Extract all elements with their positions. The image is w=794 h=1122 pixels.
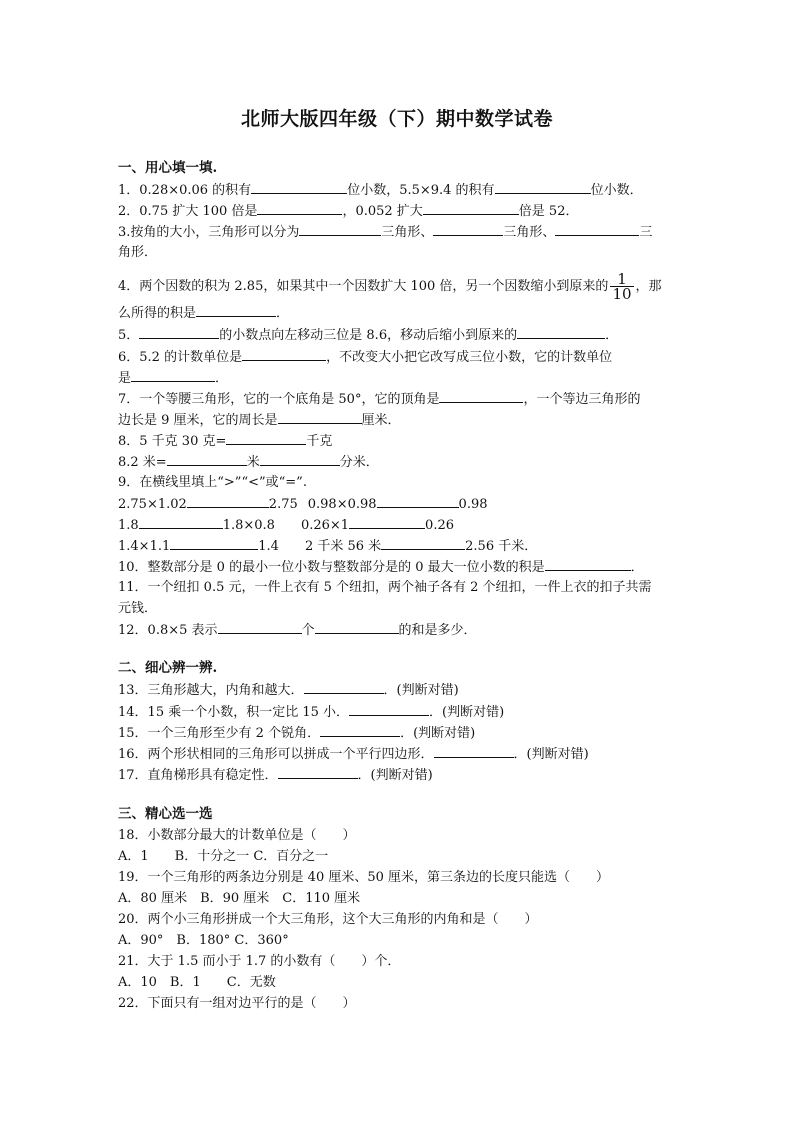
fraction-numerator: 1 [610, 272, 633, 287]
q1-text-b: 位小数，5.5×9.4 的积有 [347, 183, 495, 198]
answer-blank[interactable] [439, 391, 523, 403]
answer-blank[interactable] [304, 682, 384, 694]
q16-suffix: ．(判断对错) [513, 747, 589, 762]
q8-text-e: 分米． [339, 455, 379, 470]
q5-text-b: 的小数点向左移动三位是 8.6，移动后缩小到原来的 [219, 328, 518, 343]
answer-blank[interactable] [167, 454, 247, 466]
q3-text-c: 三角形、 [503, 225, 556, 240]
section-heading-judge: 二、细心辨一辨. [118, 660, 218, 676]
q15-suffix: ．(判断对错) [400, 726, 476, 741]
answer-blank[interactable] [423, 203, 519, 215]
question-15 [118, 725, 678, 742]
question-19: 19．一个三角形的两条边分别是 40 厘米、50 厘米，第三条边的长度只能选（ ） [118, 870, 610, 885]
answer-blank[interactable] [349, 517, 425, 529]
section-heading-fill: 一、用心填一填. [118, 160, 218, 176]
q15-text: 15．一个三角形至少有 2 个锐角． [118, 726, 321, 741]
q8-text-a: 8．5 千克 30 克= [118, 434, 227, 449]
q6-text-a: 6．5.2 的计数单位是 [118, 350, 243, 365]
question-18-options[interactable]: A．1 B．十分之一 C．百分之一 [118, 849, 329, 864]
q9-r1-b: 2.75 [268, 497, 298, 512]
q5-text-c: ． [605, 328, 619, 343]
q13-suffix: ．(判断对错) [383, 683, 459, 698]
question-21: 21．大于 1.5 而小于 1.7 的小数有（ ）个． [118, 954, 401, 969]
q7-text-b: ，一个等边三角形的 [523, 392, 641, 407]
question-9-row-2 [118, 517, 678, 534]
q4-text-a: 4．两个因数的积为 2.85，如果其中一个因数扩大 100 倍，另一个因数缩小到原来的 [118, 279, 609, 294]
question-5 [118, 327, 678, 344]
answer-blank[interactable] [545, 559, 631, 571]
question-3 [118, 224, 678, 241]
q3-text-a: 3.按角的大小，三角形可以分为 [118, 225, 300, 240]
q6-text-b: ，不改变大小把它改写成三位小数，它的计数单位 [326, 350, 613, 365]
q14-text: 14．15 乘一个小数，积一定比 15 小． [118, 705, 350, 720]
q12-text-a: 12．0.8×5 表示 [118, 623, 218, 638]
question-22: 22．下面只有一组对边平行的是（ ） [118, 996, 356, 1011]
q1-text-c: 位小数． [590, 183, 643, 198]
question-16 [118, 746, 678, 763]
answer-blank[interactable] [196, 305, 276, 317]
question-12 [118, 622, 678, 639]
q9-r2-a: 1.8 [118, 518, 139, 533]
question-18: 18．小数部分最大的计数单位是（ ） [118, 828, 356, 843]
answer-blank[interactable] [170, 538, 258, 550]
q17-text: 17．直角梯形具有稳定性． [118, 768, 278, 783]
q12-text-b: 个 [301, 623, 315, 638]
q8-text-b: 千克 [306, 434, 333, 449]
q7-text-a: 7．一个等腰三角形，它的一个底角是 50°，它的顶角是 [118, 392, 440, 407]
answer-blank[interactable] [349, 704, 429, 716]
q2-text-c: 倍是 52． [518, 204, 579, 219]
q6-text-d: ． [215, 371, 229, 386]
answer-blank[interactable] [226, 433, 306, 445]
question-7-cont [118, 412, 678, 429]
q10-text-b: ． [630, 560, 644, 575]
q9-r3-c: 2 千米 56 米 [304, 539, 382, 554]
question-3-cont: 角形． [118, 245, 158, 260]
answer-blank[interactable] [320, 725, 400, 737]
q9-r3-a: 1.4×1.1 [118, 539, 171, 554]
fraction-denominator: 10 [612, 285, 632, 303]
answer-blank[interactable] [242, 349, 326, 361]
q5-text-a: 5． [118, 328, 140, 343]
question-4-cont [118, 305, 678, 322]
answer-blank[interactable] [315, 622, 399, 634]
question-7 [118, 391, 678, 408]
question-4 [118, 272, 678, 302]
answer-blank[interactable] [251, 182, 347, 194]
question-8-cont [118, 454, 678, 471]
answer-blank[interactable] [139, 517, 223, 529]
section-heading-choice: 三、精心选一选 [118, 806, 213, 822]
q4-text-d: ． [276, 306, 290, 321]
question-9-row-3 [118, 538, 678, 555]
answer-blank[interactable] [434, 746, 514, 758]
fraction-one-tenth [610, 272, 633, 301]
q9-r2-d: 0.26 [425, 518, 454, 533]
q4-text-c: 么所得的积是 [118, 306, 197, 321]
answer-blank[interactable] [278, 412, 362, 424]
q9-r1-a: 2.75×1.02 [118, 497, 187, 512]
question-20-options[interactable]: A．90° B．180° C．360° [118, 933, 289, 948]
q9-r1-c: 0.98×0.98 [307, 497, 377, 512]
answer-blank[interactable] [299, 224, 381, 236]
q2-text-b: ，0.052 扩大 [342, 204, 423, 219]
answer-blank[interactable] [381, 538, 465, 550]
q7-text-c: 边长是 9 厘米，它的周长是 [118, 413, 278, 428]
q9-r3-b: 1.4 [258, 539, 279, 554]
question-20: 20．两个小三角形拼成一个大三角形，这个大三角形的内角和是（ ） [118, 912, 538, 927]
page-title: 北师大版四年级（下）期中数学试卷 [240, 108, 553, 130]
q17-suffix: ．(判断对错) [357, 768, 433, 783]
answer-blank[interactable] [260, 454, 340, 466]
answer-blank[interactable] [433, 224, 503, 236]
answer-blank[interactable] [495, 182, 591, 194]
question-2 [118, 203, 678, 220]
answer-blank[interactable] [218, 622, 302, 634]
q2-text-a: 2．0.75 扩大 100 倍是 [118, 204, 258, 219]
question-13 [118, 682, 678, 699]
answer-blank[interactable] [377, 496, 459, 508]
question-6-cont [118, 370, 678, 387]
question-8 [118, 433, 678, 450]
answer-blank[interactable] [278, 767, 358, 779]
q6-text-c: 是 [118, 371, 132, 386]
q3-text-d: 三 [639, 225, 653, 240]
q14-suffix: ．(判断对错) [429, 705, 505, 720]
q9-r3-d: 2.56 千米． [465, 539, 538, 554]
answer-blank[interactable] [517, 327, 605, 339]
q9-r1-d: 0.98 [458, 497, 488, 512]
answer-blank[interactable] [139, 327, 219, 339]
question-10 [118, 559, 678, 576]
q10-text-a: 10．整数部分是 0 的最小一位小数与整数部分是的 0 最大一位小数的积是 [118, 560, 545, 575]
q4-text-b: ，那 [635, 279, 662, 294]
q8-text-c: 8.2 米= [118, 455, 167, 470]
question-1 [118, 182, 678, 199]
q13-text: 13．三角形越大，内角和越大． [118, 683, 304, 698]
question-9-row-1 [118, 496, 678, 513]
answer-blank[interactable] [257, 203, 342, 215]
question-19-options[interactable]: A．80 厘米 B．90 厘米 C．110 厘米 [118, 891, 361, 906]
question-17 [118, 767, 678, 784]
q12-text-c: 的和是多少． [398, 623, 477, 638]
q9-r2-b: 1.8×0.8 [222, 518, 275, 533]
question-11: 11．一个纽扣 0.5 元，一件上衣有 5 个纽扣，两个袖子各有 2 个纽扣，一件上衣的扣子共需 [118, 580, 652, 595]
q9-r2-c: 0.26×1 [300, 518, 350, 533]
question-14 [118, 704, 678, 721]
question-6 [118, 349, 678, 366]
question-21-options[interactable]: A．10 B．1 C．无数 [118, 975, 276, 990]
question-9: 9．在横线里填上“>”“<”或“=”. [118, 475, 307, 490]
q3-text-b: 三角形、 [381, 225, 434, 240]
question-11-cont: 元钱． [118, 601, 158, 616]
q16-text: 16．两个形状相同的三角形可以拼成一个平行四边形． [118, 747, 434, 762]
answer-blank[interactable] [555, 224, 639, 236]
q1-text-a: 1．0.28×0.06 的积有 [118, 183, 252, 198]
answer-blank[interactable] [187, 496, 269, 508]
answer-blank[interactable] [131, 370, 215, 382]
q8-text-d: 米 [246, 455, 260, 470]
q7-text-d: 厘米． [361, 413, 401, 428]
